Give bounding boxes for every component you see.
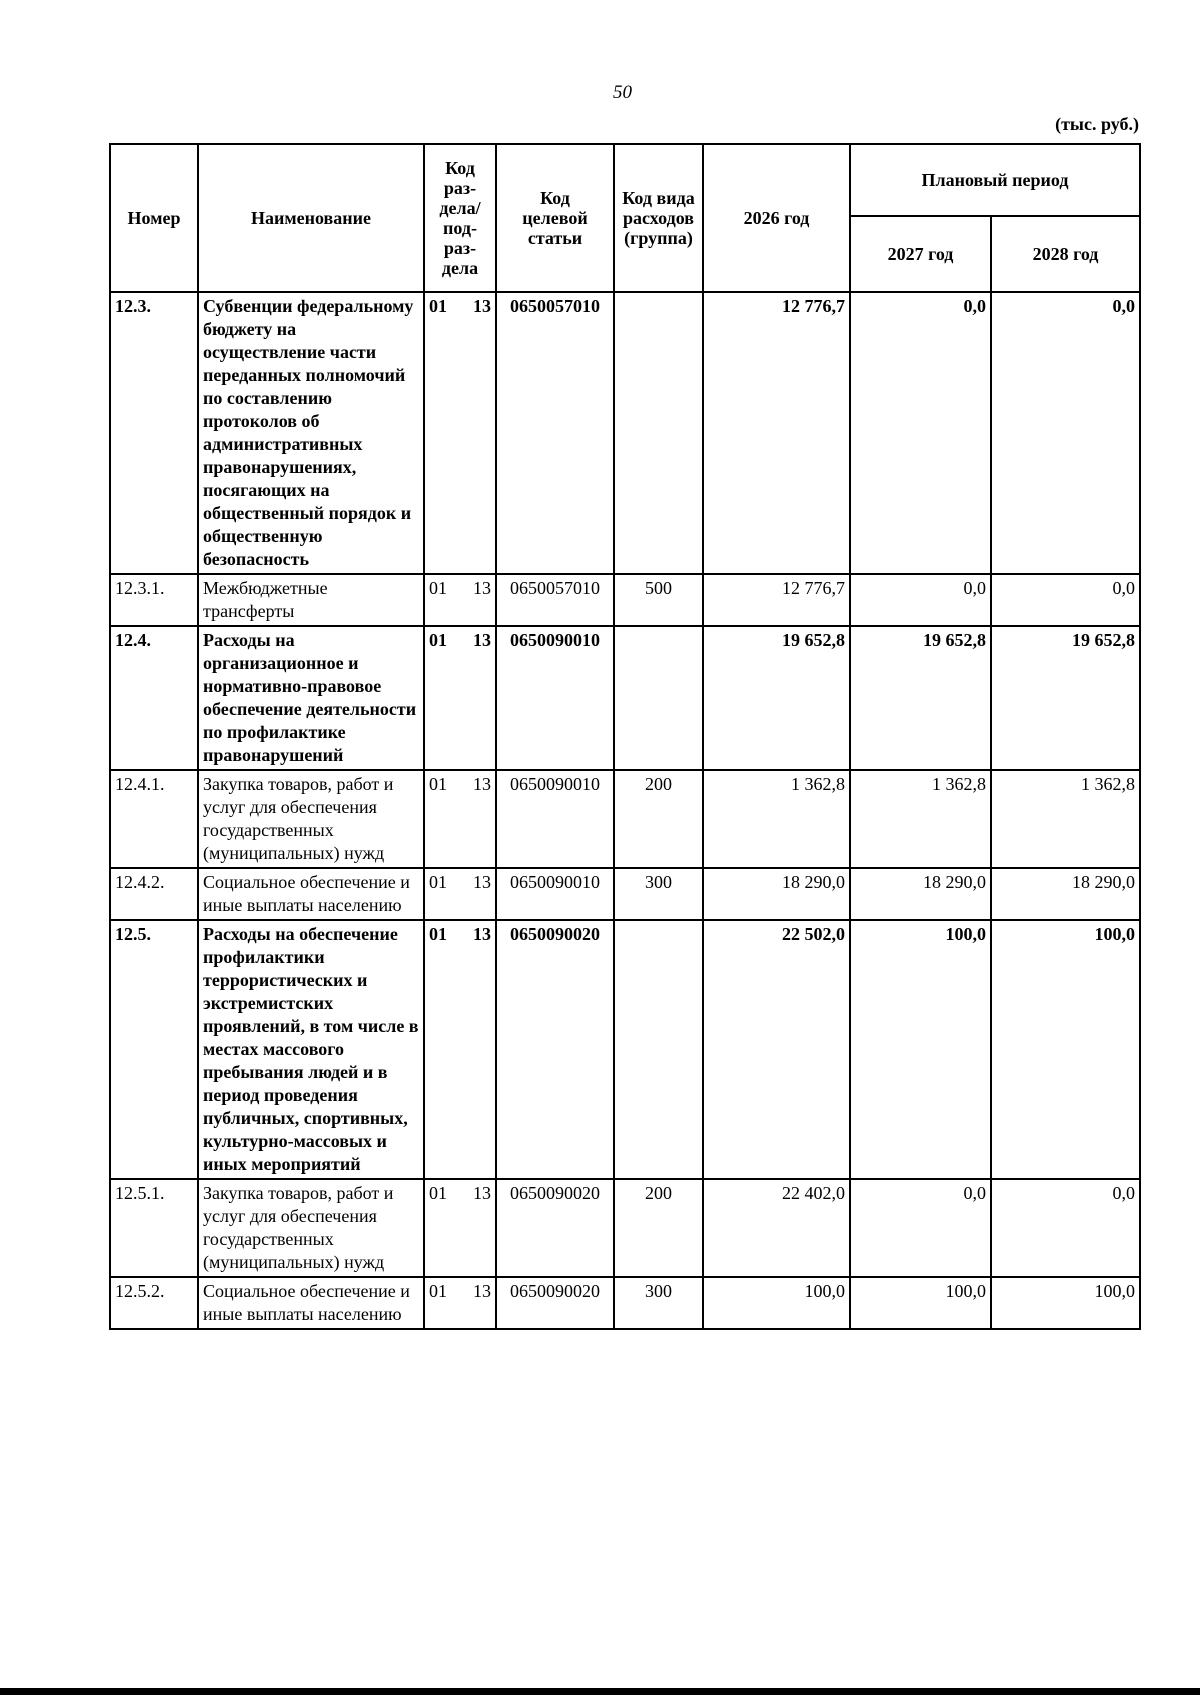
row-value-2028: 0,0: [991, 1179, 1140, 1277]
row-value-2027: 0,0: [850, 574, 991, 626]
table-row: [110, 292, 1140, 574]
row-expense-type: 300: [614, 868, 703, 920]
row-number: 12.4.1.: [110, 770, 198, 868]
row-section-code: 01 13: [424, 1277, 496, 1329]
table-row: [110, 1179, 1140, 1277]
row-section-code: 01 13: [424, 626, 496, 770]
row-value-2027: 100,0: [850, 920, 991, 1179]
header-year-2027: 2027 год: [850, 216, 991, 292]
row-section-code: 01 13: [424, 920, 496, 1179]
row-target-code: 0650057010: [496, 574, 614, 626]
row-target-code: 0650057010: [496, 292, 614, 574]
row-number: 12.5.1.: [110, 1179, 198, 1277]
row-value-2026: 1 362,8: [703, 770, 850, 868]
row-value-2026: 19 652,8: [703, 626, 850, 770]
row-name: Межбюджетные трансферты: [198, 574, 424, 626]
row-number: 12.5.: [110, 920, 198, 1179]
row-name: Субвенции федеральному бюджету на осуществление части переданных полномочий по составлению протоколов об административных правонарушениях, посягающих на общественный порядок и общественную безопасность: [198, 292, 424, 574]
row-value-2026: 12 776,7: [703, 292, 850, 574]
row-section-code: 01 13: [424, 292, 496, 574]
row-target-code: 0650090010: [496, 626, 614, 770]
row-name: Расходы на организационное и нормативно-правовое обеспечение деятельности по профилактике правонарушений: [198, 626, 424, 770]
row-value-2028: 18 290,0: [991, 868, 1140, 920]
table-row: [110, 868, 1140, 920]
row-value-2027: 1 362,8: [850, 770, 991, 868]
row-name: Закупка товаров, работ и услуг для обеспечения государственных (муниципальных) нужд: [198, 1179, 424, 1277]
row-section-code: 01 13: [424, 1179, 496, 1277]
row-expense-type: 200: [614, 1179, 703, 1277]
row-target-code: 0650090020: [496, 1277, 614, 1329]
row-name: Закупка товаров, работ и услуг для обеспечения государственных (муниципальных) нужд: [198, 770, 424, 868]
header-name: Наименование: [198, 144, 424, 292]
budget-table: [109, 143, 1141, 1330]
row-value-2026: 22 502,0: [703, 920, 850, 1179]
table-row: [110, 1277, 1140, 1329]
row-target-code: 0650090010: [496, 770, 614, 868]
row-value-2027: 0,0: [850, 1179, 991, 1277]
row-expense-type: 500: [614, 574, 703, 626]
row-target-code: 0650090020: [496, 1179, 614, 1277]
row-number: 12.4.2.: [110, 868, 198, 920]
row-value-2026: 22 402,0: [703, 1179, 850, 1277]
page-number: 50: [613, 82, 632, 103]
row-number: 12.3.: [110, 292, 198, 574]
row-target-code: 0650090020: [496, 920, 614, 1179]
table-row: [110, 920, 1140, 1179]
row-value-2026: 12 776,7: [703, 574, 850, 626]
header-expense-type: Код вида расходов (группа): [614, 144, 703, 292]
header-year-2028: 2028 год: [991, 216, 1140, 292]
row-expense-type: 200: [614, 770, 703, 868]
row-value-2027: 18 290,0: [850, 868, 991, 920]
table-row: [110, 770, 1140, 868]
row-number: 12.4.: [110, 626, 198, 770]
row-value-2028: 100,0: [991, 920, 1140, 1179]
header-section-code: Код раз- дела/ под- раз- дела: [424, 144, 496, 292]
row-value-2027: 0,0: [850, 292, 991, 574]
row-value-2028: 0,0: [991, 574, 1140, 626]
row-value-2026: 18 290,0: [703, 868, 850, 920]
units-label: (тыс. руб.): [1055, 114, 1139, 134]
row-section-code: 01 13: [424, 868, 496, 920]
row-expense-type: [614, 292, 703, 574]
row-value-2026: 100,0: [703, 1277, 850, 1329]
row-name: Расходы на обеспечение профилактики террористических и экстремистских проявлений, в том числе в местах массового пребывания людей и в период проведения публичных, спортивных, культурно-массовых и иных мероприятий: [198, 920, 424, 1179]
row-section-code: 01 13: [424, 574, 496, 626]
row-expense-type: [614, 626, 703, 770]
row-number: 12.5.2.: [110, 1277, 198, 1329]
row-value-2027: 19 652,8: [850, 626, 991, 770]
row-value-2028: 1 362,8: [991, 770, 1140, 868]
row-value-2027: 100,0: [850, 1277, 991, 1329]
header-year-2026: 2026 год: [703, 144, 850, 292]
header-planned-period: Плановый период: [850, 144, 1140, 216]
header-number: Номер: [110, 144, 198, 292]
row-value-2028: 0,0: [991, 292, 1140, 574]
row-number: 12.3.1.: [110, 574, 198, 626]
row-name: Социальное обеспечение и иные выплаты населению: [198, 868, 424, 920]
row-expense-type: [614, 920, 703, 1179]
row-section-code: 01 13: [424, 770, 496, 868]
header-target-code: Код целевой статьи: [496, 144, 614, 292]
table-row: [110, 574, 1140, 626]
row-target-code: 0650090010: [496, 868, 614, 920]
row-name: Социальное обеспечение и иные выплаты населению: [198, 1277, 424, 1329]
row-value-2028: 19 652,8: [991, 626, 1140, 770]
row-value-2028: 100,0: [991, 1277, 1140, 1329]
row-expense-type: 300: [614, 1277, 703, 1329]
scan-bottom-edge: [0, 1688, 1200, 1695]
table-row: [110, 626, 1140, 770]
